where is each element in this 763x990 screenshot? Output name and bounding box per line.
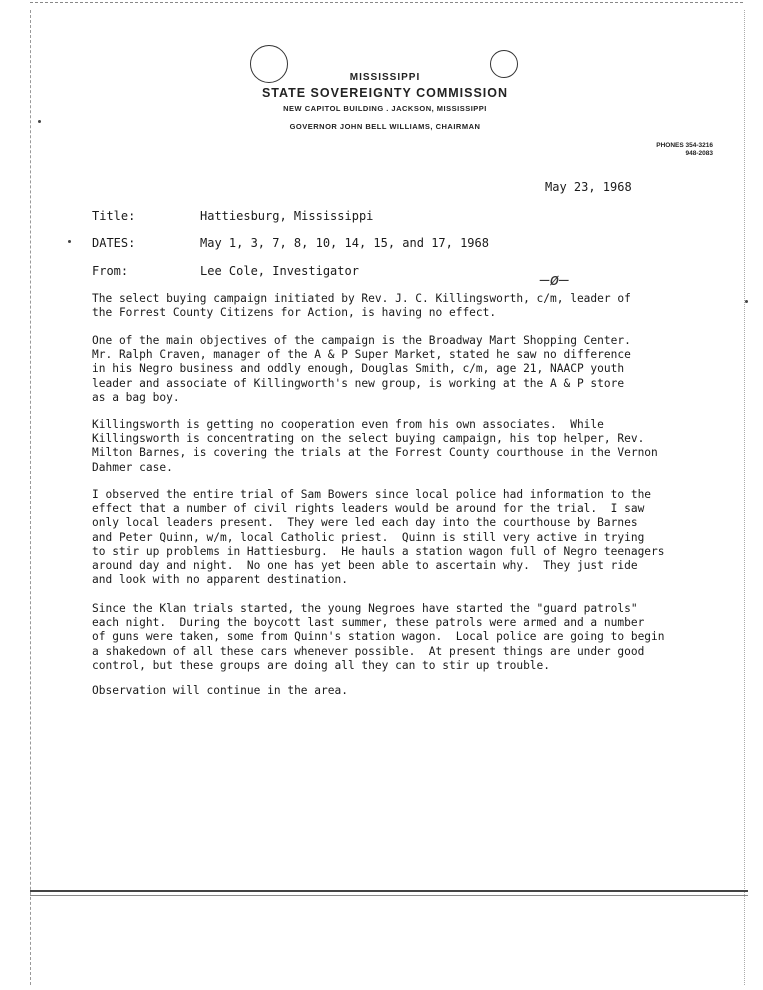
paragraph-1: The select buying campaign initiated by Rev. J. C. Killingsworth, c/m, leader of the Forrest County Citizens for Action, is having no effect. — [92, 292, 631, 320]
left-margin-line — [30, 10, 31, 985]
letterhead-address: NEW CAPITOL BUILDING . JACKSON, MISSISSIPPI — [283, 104, 487, 113]
letterhead-phones: PHONES 354-3216 948-2083 — [656, 142, 713, 157]
paragraph-3: Killingsworth is getting no cooperation even from his own associates. While Killingsworth is concentrating on the select buying campaign, his top helper, Rev. Milton Barnes, is covering the trials at the Forrest County courthouse in the Vernon Dahmer case. — [92, 418, 658, 474]
from-label: From: — [92, 264, 129, 278]
bottom-border-secondary — [30, 895, 748, 896]
margin-speck — [68, 240, 71, 243]
top-border — [30, 2, 743, 3]
bottom-border — [30, 890, 748, 892]
title-label: Title: — [92, 209, 136, 223]
dates-label: DATES: — [92, 236, 136, 250]
margin-speck — [745, 300, 748, 303]
right-margin-line — [744, 10, 745, 985]
paragraph-2: One of the main objectives of the campaign is the Broadway Mart Shopping Center. Mr. Ralph Craven, manager of the A & P Super Market, stated he saw no difference in his Negro business and oddly enough, Douglas Smith, c/m, age 21, NAACP youth leader and associate of Killingworth's new group, is working at the A & P store as a bag boy. — [92, 334, 631, 404]
letterhead-governor: GOVERNOR JOHN BELL WILLIAMS, CHAIRMAN — [289, 122, 481, 131]
handwritten-mark: —ø— — [540, 270, 569, 289]
dates-value: May 1, 3, 7, 8, 10, 14, 15, and 17, 1968 — [200, 236, 489, 250]
paragraph-6: Observation will continue in the area. — [92, 684, 348, 697]
from-value: Lee Cole, Investigator — [200, 264, 359, 278]
title-value: Hattiesburg, Mississippi — [200, 209, 374, 223]
paragraph-4: I observed the entire trial of Sam Bowers since local police had information to the effect that a number of civil rights leaders would be around for the trial. I saw only local leaders present. They were led each day into the courthouse by Barnes and Peter Quinn, w/m, local Catholic priest. Quinn is still very active in trying to stir up problems in Hattiesburg. He hauls a station wagon full of Negro teenagers around day and night. No one has yet been able to ascertain why. They just ride and look with no apparent destination. — [92, 488, 665, 587]
letterhead-state: MISSISSIPPI — [349, 72, 421, 83]
paragraph-5: Since the Klan trials started, the young Negroes have started the "guard patrols" each night. During the boycott last summer, these patrols were armed and a number of guns were taken, some from Quinn's station wagon. Local police are going to begin a shakedown of all these cars whenever possible. At present things are under good control, but these groups are doing all they can to stir up trouble. — [92, 602, 665, 672]
margin-speck — [38, 120, 41, 123]
memo-date: May 23, 1968 — [545, 180, 632, 194]
letterhead-commission: STATE SOVEREIGNTY COMMISSION — [261, 86, 509, 100]
